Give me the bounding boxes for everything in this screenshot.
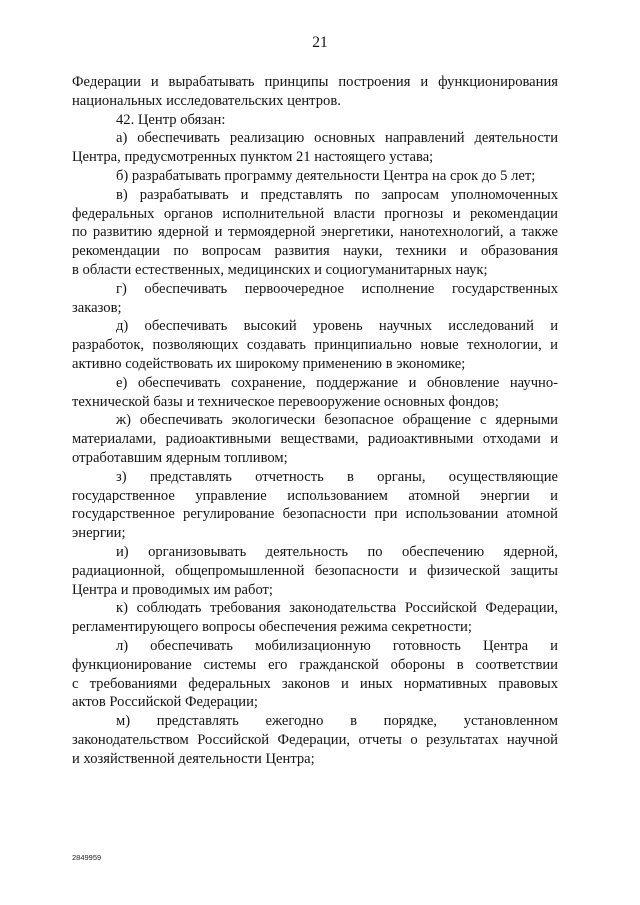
text-line: по развитию ядерной и термоядерной энергетики, нанотехнологий, а также	[72, 224, 558, 241]
document-code: 2849959	[72, 853, 102, 862]
text-line: разработок, позволяющих создавать принципиально новые технологии, и	[72, 337, 558, 354]
text-line: национальных исследовательских центров.	[72, 92, 341, 109]
text-line: в области естественных, медицинских и социогуманитарных наук;	[72, 261, 488, 278]
text-line: федеральных органов исполнительной власти прогнозы и рекомендации	[72, 205, 558, 222]
text-line: ж) обеспечивать экологически безопасное обращение с ядерными	[116, 412, 558, 429]
text-line: заказов;	[72, 299, 122, 316]
text-line: Центра, предусмотренных пунктом 21 настоящего устава;	[72, 149, 434, 166]
text-line: д) обеспечивать высокий уровень научных исследований и	[116, 318, 558, 335]
text-line: технической базы и техническое перевооружение основных фондов;	[72, 393, 499, 410]
text-line: и) организовывать деятельность по обеспечению ядерной,	[116, 543, 558, 560]
text-line: з) представлять отчетность в органы, осуществляющие	[116, 468, 558, 485]
text-line: л) обеспечивать мобилизационную готовность Центра и	[116, 637, 558, 654]
page-number: 21	[312, 34, 328, 51]
text-line: рекомендации по вопросам развития науки, техники и образования	[72, 243, 558, 260]
text-line: 42. Центр обязан:	[116, 111, 226, 128]
text-line: государственное управление использованием атомной энергии и	[72, 487, 558, 504]
text-line: а) обеспечивать реализацию основных направлений деятельности	[116, 130, 558, 147]
document-body	[72, 73, 558, 768]
text-line: в) разрабатывать и представлять по запросам уполномоченных	[116, 186, 558, 203]
text-line: энергии;	[72, 525, 126, 542]
text-line: Центра и проводимых им работ;	[72, 581, 273, 598]
text-line: е) обеспечивать сохранение, поддержание и обновление научно-	[116, 374, 558, 391]
text-line: Федерации и вырабатывать принципы построения и функционирования	[72, 74, 558, 90]
text-line: материалами, радиоактивными веществами, радиоактивными отходами и	[72, 431, 558, 448]
text-line: отработавшим ядерным топливом;	[72, 449, 288, 466]
text-line: актов Российской Федерации;	[72, 694, 258, 711]
text-line: г) обеспечивать первоочередное исполнение государственных	[116, 280, 558, 297]
text-line: с требованиями федеральных законов и иных нормативных правовых	[72, 675, 558, 692]
text-line: государственное регулирование безопасности при использовании атомной	[72, 506, 558, 523]
text-line: регламентирующего вопросы обеспечения режима секретности;	[72, 619, 472, 636]
text-line: радиационной, общепромышленной безопасности и физической защиты	[72, 562, 558, 579]
text-line: м) представлять ежегодно в порядке, установленном	[116, 713, 558, 730]
text-line: функционирование системы его гражданской обороны в соответствии	[72, 656, 558, 673]
text-line: законодательством Российской Федерации, отчеты о результатах научной	[72, 731, 558, 748]
text-line: б) разрабатывать программу деятельности Центра на срок до 5 лет;	[116, 167, 536, 184]
text-line: активно содействовать их широкому применению в экономике;	[72, 355, 466, 372]
text-line: и хозяйственной деятельности Центра;	[72, 750, 315, 767]
text-line: к) соблюдать требования законодательства Российской Федерации,	[116, 600, 558, 617]
